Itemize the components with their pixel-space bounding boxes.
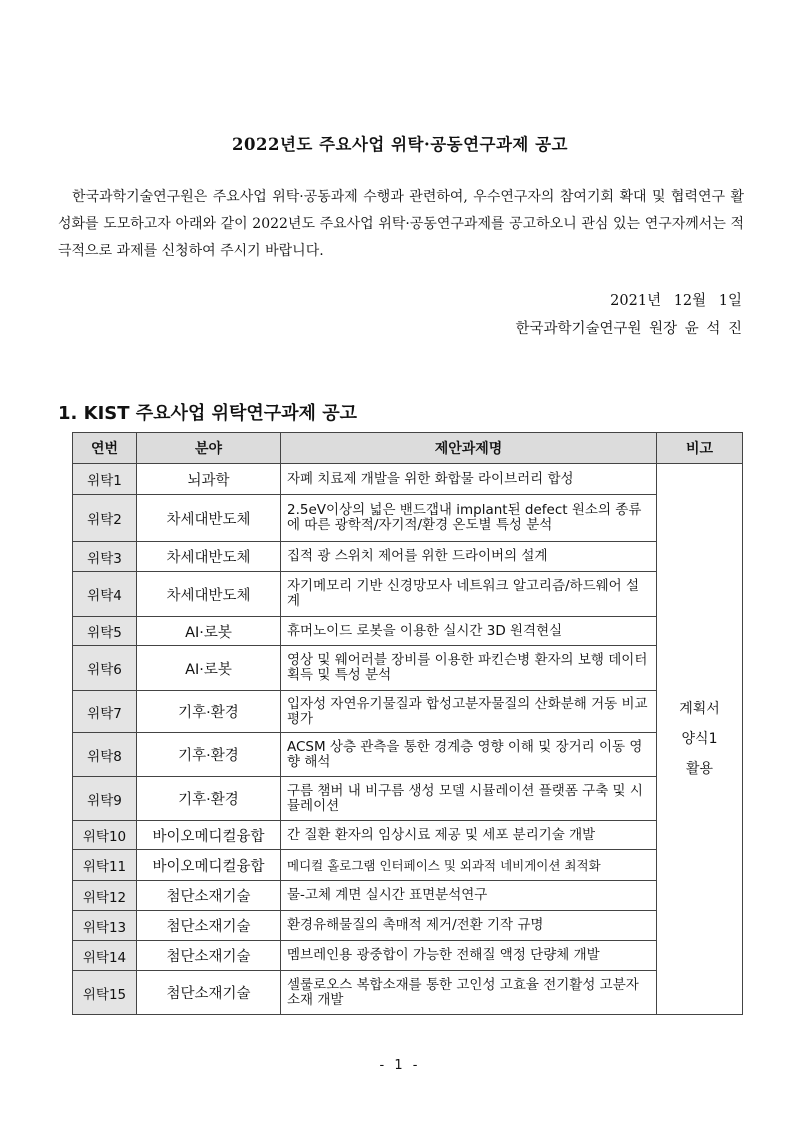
intro-paragraph: 한국과학기술연구원은 주요사업 위탁·공동과제 수행과 관련하여, 우수연구자의 참여기회 확대 및 협력연구 활성화를 도모하고자 아래와 같이 2022년도 주요사업 위탁·공동연구과제를 공고하오니 관심 있는 연구자께서는 적극적으로 과제를 신청하여 주시기 바랍니다.: [58, 189, 744, 259]
row-project: 멤브레인용 광중합이 가능한 전해질 액정 단량체 개발: [281, 941, 657, 971]
row-project: 자폐 치료제 개발을 위한 화합물 라이브러리 합성: [281, 464, 657, 495]
note-line-2: 양식1: [681, 731, 718, 747]
table-row: [73, 821, 743, 850]
note-cell: [657, 464, 743, 1015]
section-title: 1. KIST 주요사업 위탁연구과제 공고: [58, 403, 357, 424]
row-project: 2.5eV이상의 넓은 밴드갭내 implant된 defect 원소의 종류에 따른 광학적/자기적/환경 온도별 특성 분석: [281, 495, 657, 542]
row-number: 위탁9: [73, 777, 137, 821]
row-field: 바이오메디컬융합: [137, 821, 281, 850]
row-field: 차세대반도체: [137, 495, 281, 542]
row-project: 셀룰로오스 복합소재를 통한 고인성 고효율 전기활성 고분자 소재 개발: [281, 971, 657, 1015]
row-field: 첨단소재기술: [137, 971, 281, 1015]
row-project: 물-고체 계면 실시간 표면분석연구: [281, 881, 657, 911]
table-row: [73, 691, 743, 733]
table-row: [73, 464, 743, 495]
row-project: 휴머노이드 로봇을 이용한 실시간 3D 원격현실: [281, 617, 657, 646]
table-header-row: [73, 433, 743, 464]
table-row: [73, 881, 743, 911]
announcement-date: 2021년 12월 1일: [610, 293, 742, 309]
row-project: 환경유해물질의 촉매적 제거/전환 기작 규명: [281, 911, 657, 941]
row-number: 위탁10: [73, 821, 137, 850]
row-number: 위탁5: [73, 617, 137, 646]
row-project: 집적 광 스위치 제어를 위한 드라이버의 설계: [281, 542, 657, 572]
table-row: [73, 911, 743, 941]
note-line-1: 계획서: [679, 701, 720, 717]
row-number: 위탁15: [73, 971, 137, 1015]
row-field: 기후·환경: [137, 733, 281, 777]
row-number: 위탁1: [73, 464, 137, 495]
row-number: 위탁11: [73, 850, 137, 881]
header-field: 분야: [137, 433, 281, 464]
table-row: [73, 617, 743, 646]
table-row: [73, 542, 743, 572]
row-number: 위탁14: [73, 941, 137, 971]
row-project: 자기메모리 기반 신경망모사 네트워크 알고리즘/하드웨어 설계: [281, 572, 657, 617]
row-number: 위탁13: [73, 911, 137, 941]
table-row: [73, 971, 743, 1015]
row-field: 기후·환경: [137, 777, 281, 821]
row-number: 위탁4: [73, 572, 137, 617]
table-row: [73, 941, 743, 971]
row-field: 첨단소재기술: [137, 941, 281, 971]
row-field: 기후·환경: [137, 691, 281, 733]
row-project: ACSM 상층 관측을 통한 경계층 영향 이해 및 장거리 이동 영향 해석: [281, 733, 657, 777]
row-number: 위탁2: [73, 495, 137, 542]
table-row: [73, 646, 743, 691]
row-project: 메디컬 홀로그램 인터페이스 및 외과적 네비게이션 최적화: [281, 850, 657, 881]
header-number: 연번: [73, 433, 137, 464]
note-line-3: 활용: [685, 761, 714, 777]
row-number: 위탁12: [73, 881, 137, 911]
header-project: 제안과제명: [281, 433, 657, 464]
row-field: 첨단소재기술: [137, 881, 281, 911]
row-field: 차세대반도체: [137, 542, 281, 572]
row-number: 위탁7: [73, 691, 137, 733]
row-field: 차세대반도체: [137, 572, 281, 617]
header-note: 비고: [657, 433, 743, 464]
row-number: 위탁8: [73, 733, 137, 777]
project-table: [72, 432, 743, 1015]
table-row: [73, 495, 743, 542]
table-row: [73, 850, 743, 881]
row-project: 간 질환 환자의 임상시료 제공 및 세포 분리기술 개발: [281, 821, 657, 850]
page-number: - 1 -: [379, 1058, 421, 1073]
row-project: 구름 챔버 내 비구름 생성 모델 시뮬레이션 플랫폼 구축 및 시뮬레이션: [281, 777, 657, 821]
row-number: 위탁6: [73, 646, 137, 691]
table-row: [73, 777, 743, 821]
signature-line: 한국과학기술연구원 원장 윤 석 진: [515, 321, 742, 337]
row-field: 뇌과학: [137, 464, 281, 495]
row-field: 바이오메디컬융합: [137, 850, 281, 881]
document-title: 2022년도 주요사업 위탁·공동연구과제 공고: [232, 135, 568, 154]
table-row: [73, 733, 743, 777]
row-field: AI·로봇: [137, 617, 281, 646]
row-field: 첨단소재기술: [137, 911, 281, 941]
row-number: 위탁3: [73, 542, 137, 572]
row-field: AI·로봇: [137, 646, 281, 691]
row-project: 입자성 자연유기물질과 합성고분자물질의 산화분해 거동 비교평가: [281, 691, 657, 733]
table-row: [73, 572, 743, 617]
row-project: 영상 및 웨어러블 장비를 이용한 파킨슨병 환자의 보행 데이터 획득 및 특성 분석: [281, 646, 657, 691]
